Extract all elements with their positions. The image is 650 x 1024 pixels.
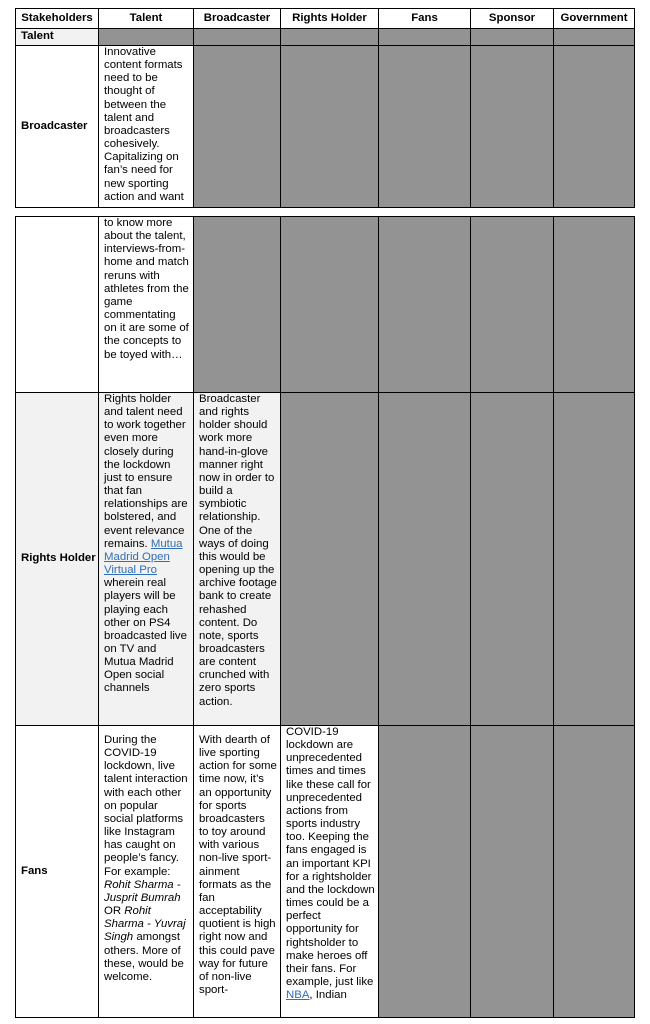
gray-cell bbox=[281, 29, 379, 46]
cell-broadcaster-talent-continued: to know more about the talent, interviews-from-home and match reruns with athletes from the game commentating on it are some of the concepts to be toyed with… bbox=[99, 217, 194, 393]
row-label-rights-holder: Rights Holder bbox=[16, 393, 99, 726]
gray-cell bbox=[379, 217, 471, 393]
gray-cell bbox=[379, 46, 471, 208]
cell-fans-rights-holder bbox=[281, 726, 379, 1018]
header-government: Government bbox=[554, 9, 635, 29]
row-fans bbox=[16, 726, 635, 1018]
fans-talent-text: During the COVID-19 lockdown, live talent interaction with each other on popular social platforms like Instagram has caught on people’s fancy. For example: bbox=[104, 734, 188, 878]
fans-talent-example-1: Rohit Sharma - Jusprit Bumrah bbox=[104, 878, 181, 904]
row-broadcaster-continued bbox=[16, 217, 635, 393]
row-talent bbox=[16, 29, 635, 46]
row-broadcaster bbox=[16, 46, 635, 208]
gray-cell bbox=[554, 46, 635, 208]
fans-rights-text: COVID-19 lockdown are unprecedented times and times like these call for unprecedented actions from sports industry too. Keeping the fans engaged is an important KPI for a rightsholder and the lockdown times could be a perfect opportunity for rightsholder to make heroes off their fans. For example, just like bbox=[286, 726, 375, 988]
stakeholder-table-part-1 bbox=[15, 8, 635, 208]
gray-cell bbox=[99, 29, 194, 46]
header-sponsor: Sponsor bbox=[471, 9, 554, 29]
gray-cell bbox=[471, 217, 554, 393]
mutua-madrid-link[interactable]: Mutua Madrid Open Virtual Pro bbox=[104, 537, 183, 577]
rights-holder-talent-text: Rights holder and talent need to work together even more closely during the lockdown just to ensure that fan relationships are bolstered, and event relevance remains. bbox=[104, 393, 188, 550]
header-rights-holder: Rights Holder bbox=[281, 9, 379, 29]
gray-cell bbox=[379, 29, 471, 46]
fans-talent-text-end: amongst others. More of these, would be welcome. bbox=[104, 931, 184, 983]
gray-cell bbox=[554, 217, 635, 393]
header-fans: Fans bbox=[379, 9, 471, 29]
fans-talent-example-2: Rohit Sharma - Yuvraj Singh bbox=[104, 905, 186, 944]
gray-cell bbox=[281, 217, 379, 393]
nba-link[interactable]: NBA bbox=[286, 989, 310, 1002]
cell-rights-holder-broadcaster: Broadcaster and rights holder should work more hand-in-glove manner right now in order to build a symbiotic relationship. One of the ways of doing this would be opening up the archive footage bank to create rehashed content. Do note, sports broadcasters are content crunched with zero sports action. bbox=[194, 393, 281, 726]
gray-cell bbox=[379, 393, 471, 726]
gray-cell bbox=[471, 46, 554, 208]
row-label-empty bbox=[16, 217, 99, 393]
row-label-broadcaster: Broadcaster bbox=[16, 46, 99, 208]
fans-rights-text-end: , Indian bbox=[309, 989, 347, 1002]
cell-fans-broadcaster: With dearth of live sporting action for some time now, it’s an opportunity for sports broadcasters to toy around with various non-live sport-ainment formats as the fan acceptability quotient is high right now and this could pave way for future of non-live sport- bbox=[194, 726, 281, 1018]
gray-cell bbox=[194, 46, 281, 208]
header-row bbox=[16, 9, 635, 29]
header-talent: Talent bbox=[99, 9, 194, 29]
fans-talent-or: OR bbox=[104, 905, 122, 918]
gray-cell bbox=[554, 726, 635, 1018]
gray-cell bbox=[471, 726, 554, 1018]
gray-cell bbox=[471, 393, 554, 726]
gray-cell bbox=[194, 29, 281, 46]
gray-cell bbox=[471, 29, 554, 46]
row-label-fans: Fans bbox=[16, 726, 99, 1018]
gray-cell bbox=[281, 46, 379, 208]
cell-fans-talent bbox=[99, 726, 194, 1018]
row-rights-holder bbox=[16, 393, 635, 726]
stakeholder-table-part-2 bbox=[15, 216, 635, 1018]
cell-rights-holder-talent bbox=[99, 393, 194, 726]
gray-cell bbox=[554, 393, 635, 726]
gray-cell bbox=[281, 393, 379, 726]
header-stakeholders: Stakeholders bbox=[16, 9, 99, 29]
row-label-talent: Talent bbox=[16, 29, 99, 46]
gray-cell bbox=[379, 726, 471, 1018]
gray-cell bbox=[554, 29, 635, 46]
rights-holder-talent-text-end: wherein real players will be playing each other on PS4 broadcasted live on TV and Mutua Madrid Open social channels bbox=[104, 577, 187, 695]
gray-cell bbox=[194, 217, 281, 393]
header-broadcaster: Broadcaster bbox=[194, 9, 281, 29]
cell-broadcaster-talent: Innovative content formats need to be thought of between the talent and broadcasters cohesively. Capitalizing on fan’s need for new sporting action and want bbox=[99, 46, 194, 208]
